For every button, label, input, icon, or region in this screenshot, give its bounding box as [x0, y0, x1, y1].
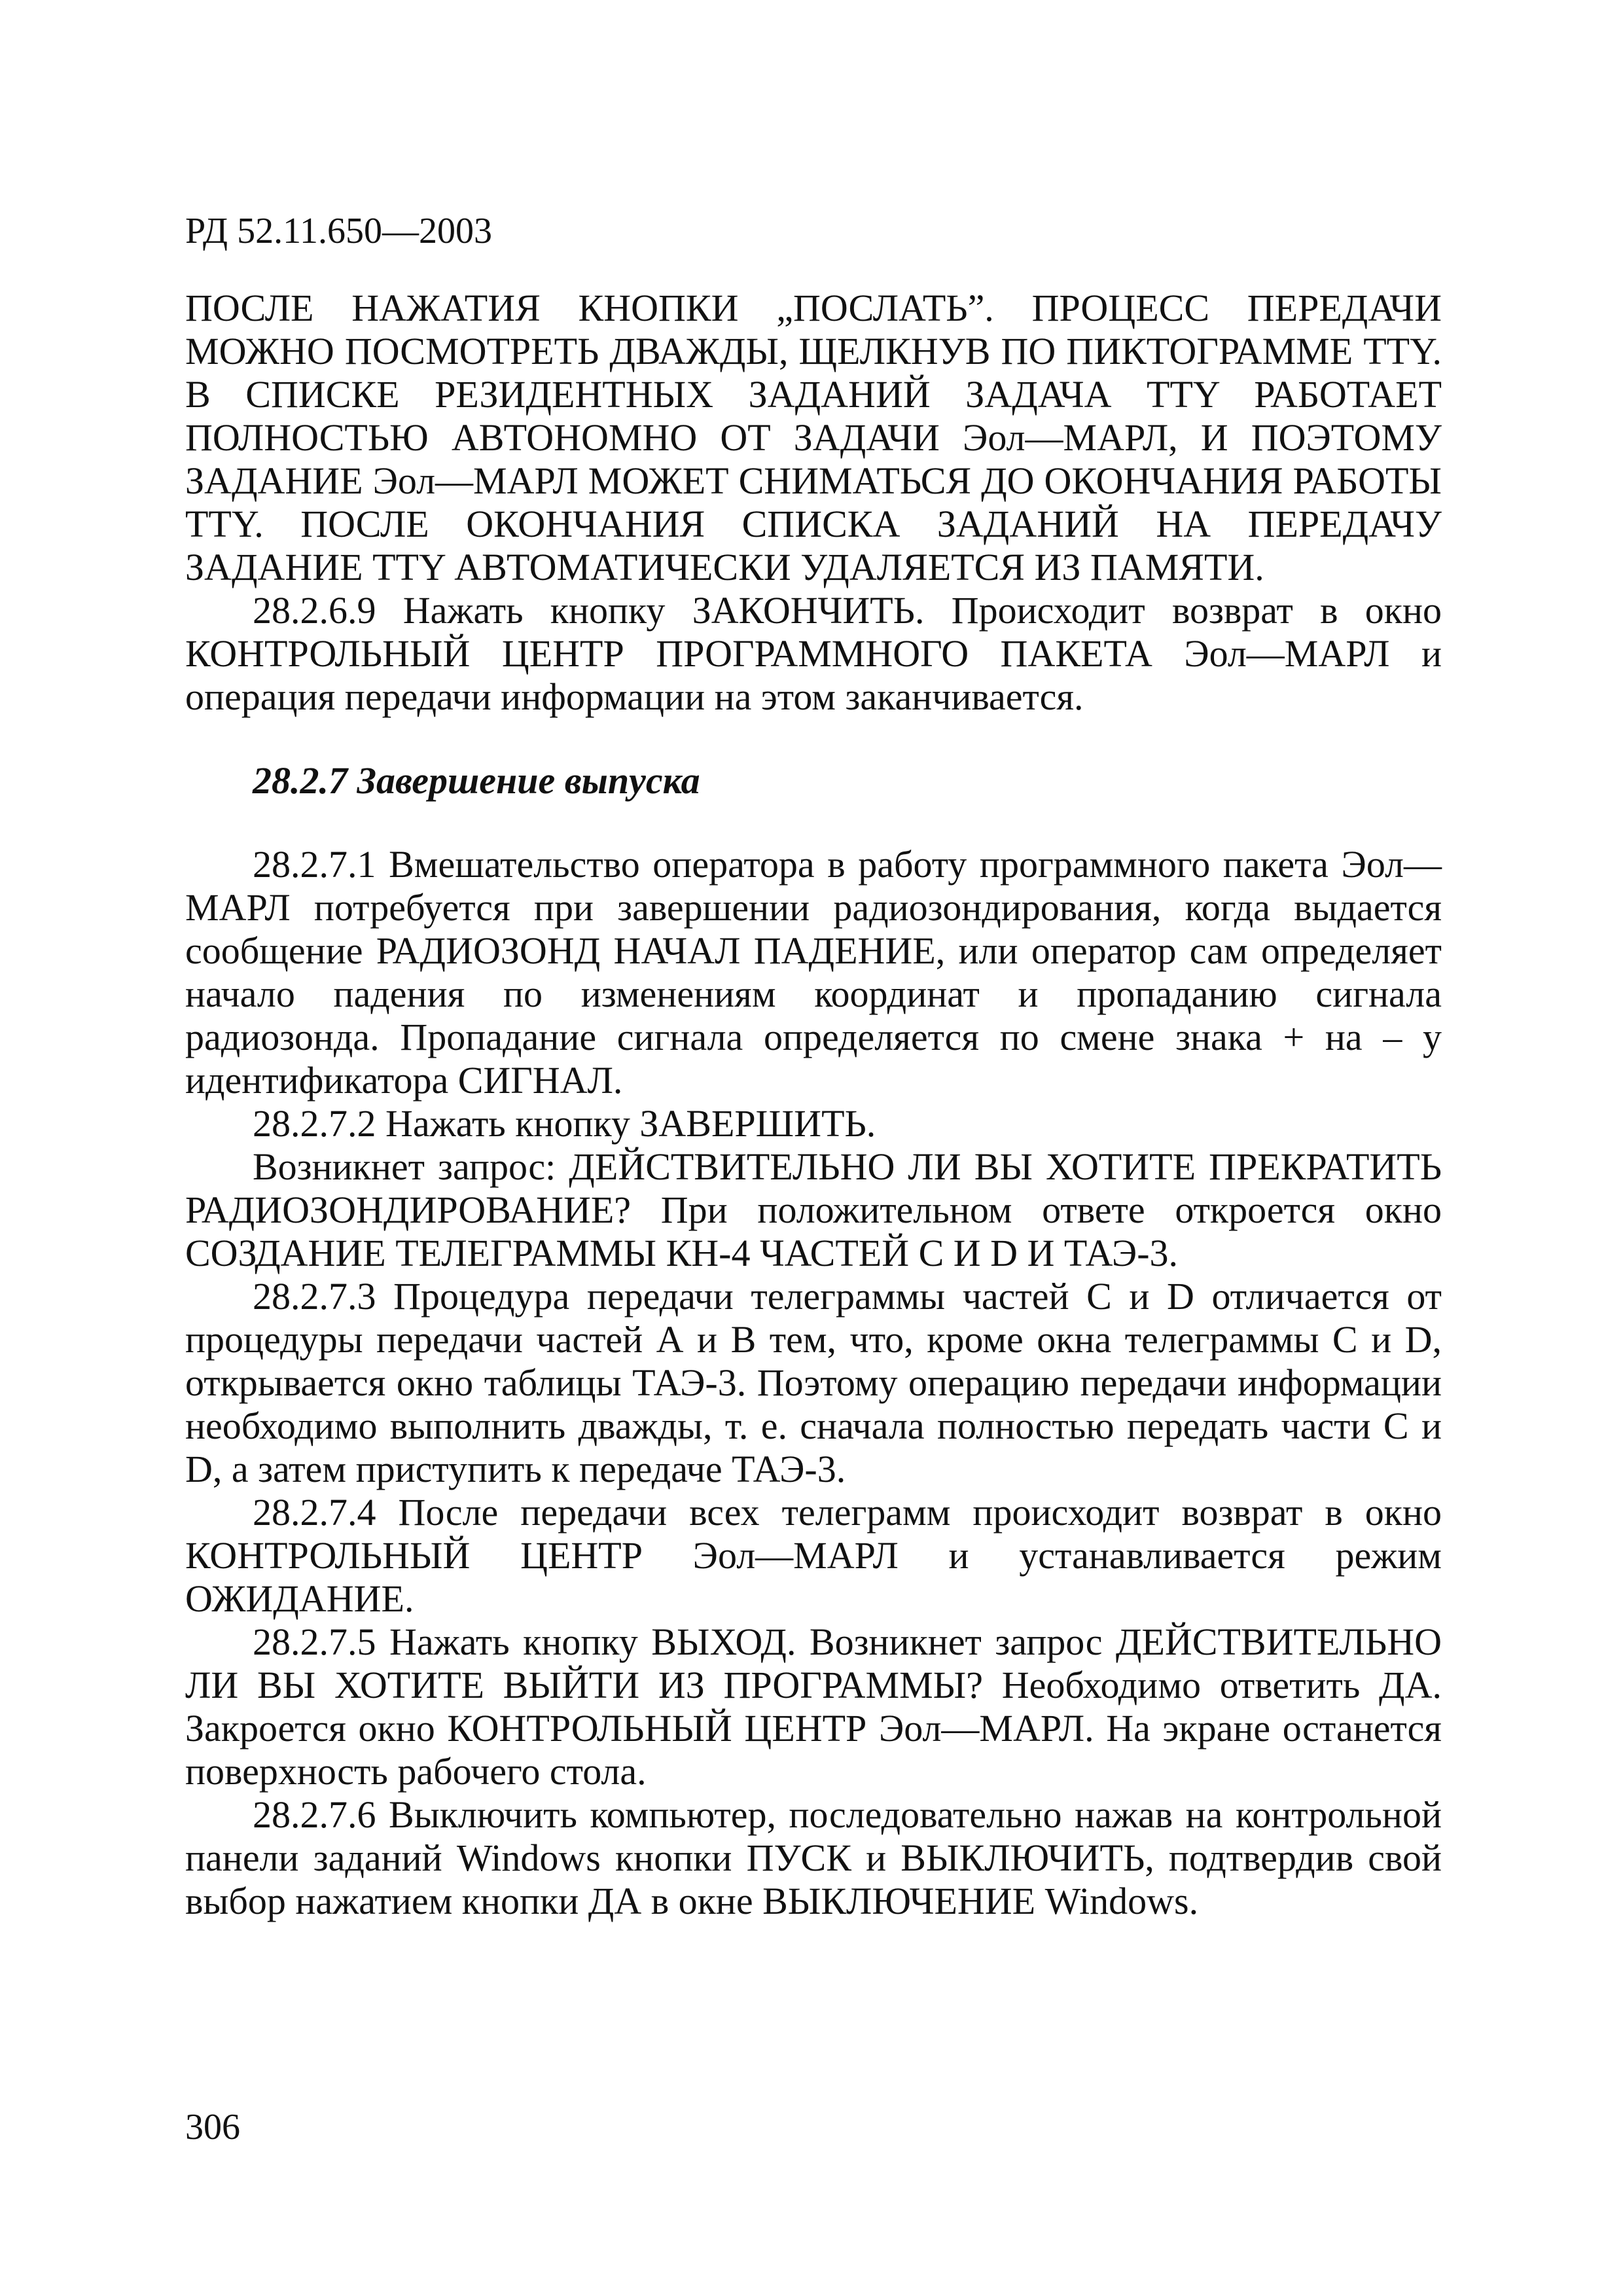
paragraph-28-2-7-5: 28.2.7.5 Нажать кнопку ВЫХОД. Возникнет запрос ДЕЙСТВИТЕЛЬНО ЛИ ВЫ ХОТИТЕ ВЫЙТИ ИЗ ПРОГРАММЫ? Необходимо ответить ДА. Закроется окно КОНТРОЛЬНЫЙ ЦЕНТР Эол—МАРЛ. На экране останется поверхность рабочего стола. — [185, 1621, 1442, 1793]
running-header: РД 52.11.650—2003 — [185, 211, 493, 251]
body-text — [185, 287, 1442, 1923]
paragraph-28-2-7-1: 28.2.7.1 Вмешательство оператора в работу программного пакета Эол—МАРЛ потребуется при завершении радиозондирования, когда выдается сообщение РАДИОЗОНД НАЧАЛ ПАДЕНИЕ, или оператор сам определяет начало падения по изменениям координат и пропаданию сигнала радиозонда. Пропадание сигнала определяется по смене знака + на – у идентификатора СИГНАЛ. — [185, 843, 1442, 1102]
page-number: 306 — [185, 2107, 240, 2147]
paragraph-query: Возникнет запрос: ДЕЙСТВИТЕЛЬНО ЛИ ВЫ ХОТИТЕ ПРЕКРАТИТЬ РАДИОЗОНДИРОВАНИЕ? При положительном ответе откроется окно СОЗДАНИЕ ТЕЛЕГРАММЫ КН-4 ЧАСТЕЙ С И D И ТАЭ-3. — [185, 1145, 1442, 1274]
paragraph-28-2-6-9: 28.2.6.9 Нажать кнопку ЗАКОНЧИТЬ. Происходит возврат в окно КОНТРОЛЬНЫЙ ЦЕНТР ПРОГРАММНОГО ПАКЕТА Эол—МАРЛ и операция передачи информации на этом заканчивается. — [185, 589, 1442, 718]
paragraph-28-2-7-6: 28.2.7.6 Выключить компьютер, последовательно нажав на контрольной панели заданий Windows кнопки ПУСК и ВЫКЛЮЧИТЬ, подтвердив свой выбор нажатием кнопки ДА в окне ВЫКЛЮЧЕНИЕ Windows. — [185, 1793, 1442, 1922]
paragraph-28-2-7-2: 28.2.7.2 Нажать кнопку ЗАВЕРШИТЬ. — [253, 1102, 876, 1145]
paragraph-continuation: ПОСЛЕ НАЖАТИЯ КНОПКИ „ПОСЛАТЬ”. ПРОЦЕСС ПЕРЕДАЧИ МОЖНО ПОСМОТРЕТЬ ДВАЖДЫ, ЩЕЛКНУВ ПО ПИКТОГРАММЕ TTY. В СПИСКЕ РЕЗИДЕНТНЫХ ЗАДАНИЙ ЗАДАЧА TTY РАБОТАЕТ ПОЛНОСТЬЮ АВТОНОМНО ОТ ЗАДАЧИ Эол—МАРЛ, И ПОЭТОМУ ЗАДАНИЕ Эол—МАРЛ МОЖЕТ СНИМАТЬСЯ ДО ОКОНЧАНИЯ РАБОТЫ TTY. ПОСЛЕ ОКОНЧАНИЯ СПИСКА ЗАДАНИЙ НА ПЕРЕДАЧУ ЗАДАНИЕ TTY АВТОМАТИЧЕСКИ УДАЛЯЕТСЯ ИЗ ПАМЯТИ. — [185, 287, 1442, 588]
paragraph-28-2-7-4: 28.2.7.4 После передачи всех телеграмм происходит возврат в окно КОНТРОЛЬНЫЙ ЦЕНТР Эол—МАРЛ и устанавливается режим ОЖИДАНИЕ. — [185, 1491, 1442, 1620]
section-heading: 28.2.7 Завершение выпуска — [253, 759, 700, 802]
paragraph-28-2-7-3: 28.2.7.3 Процедура передачи телеграммы частей С и D отличается от процедуры передачи частей А и В тем, что, кроме окна телеграммы С и D, открывается окно таблицы ТАЭ-3. Поэтому операцию передачи информации необходимо выполнить дважды, т. е. сначала полностью передать части С и D, а затем приступить к передаче ТАЭ-3. — [185, 1275, 1442, 1490]
